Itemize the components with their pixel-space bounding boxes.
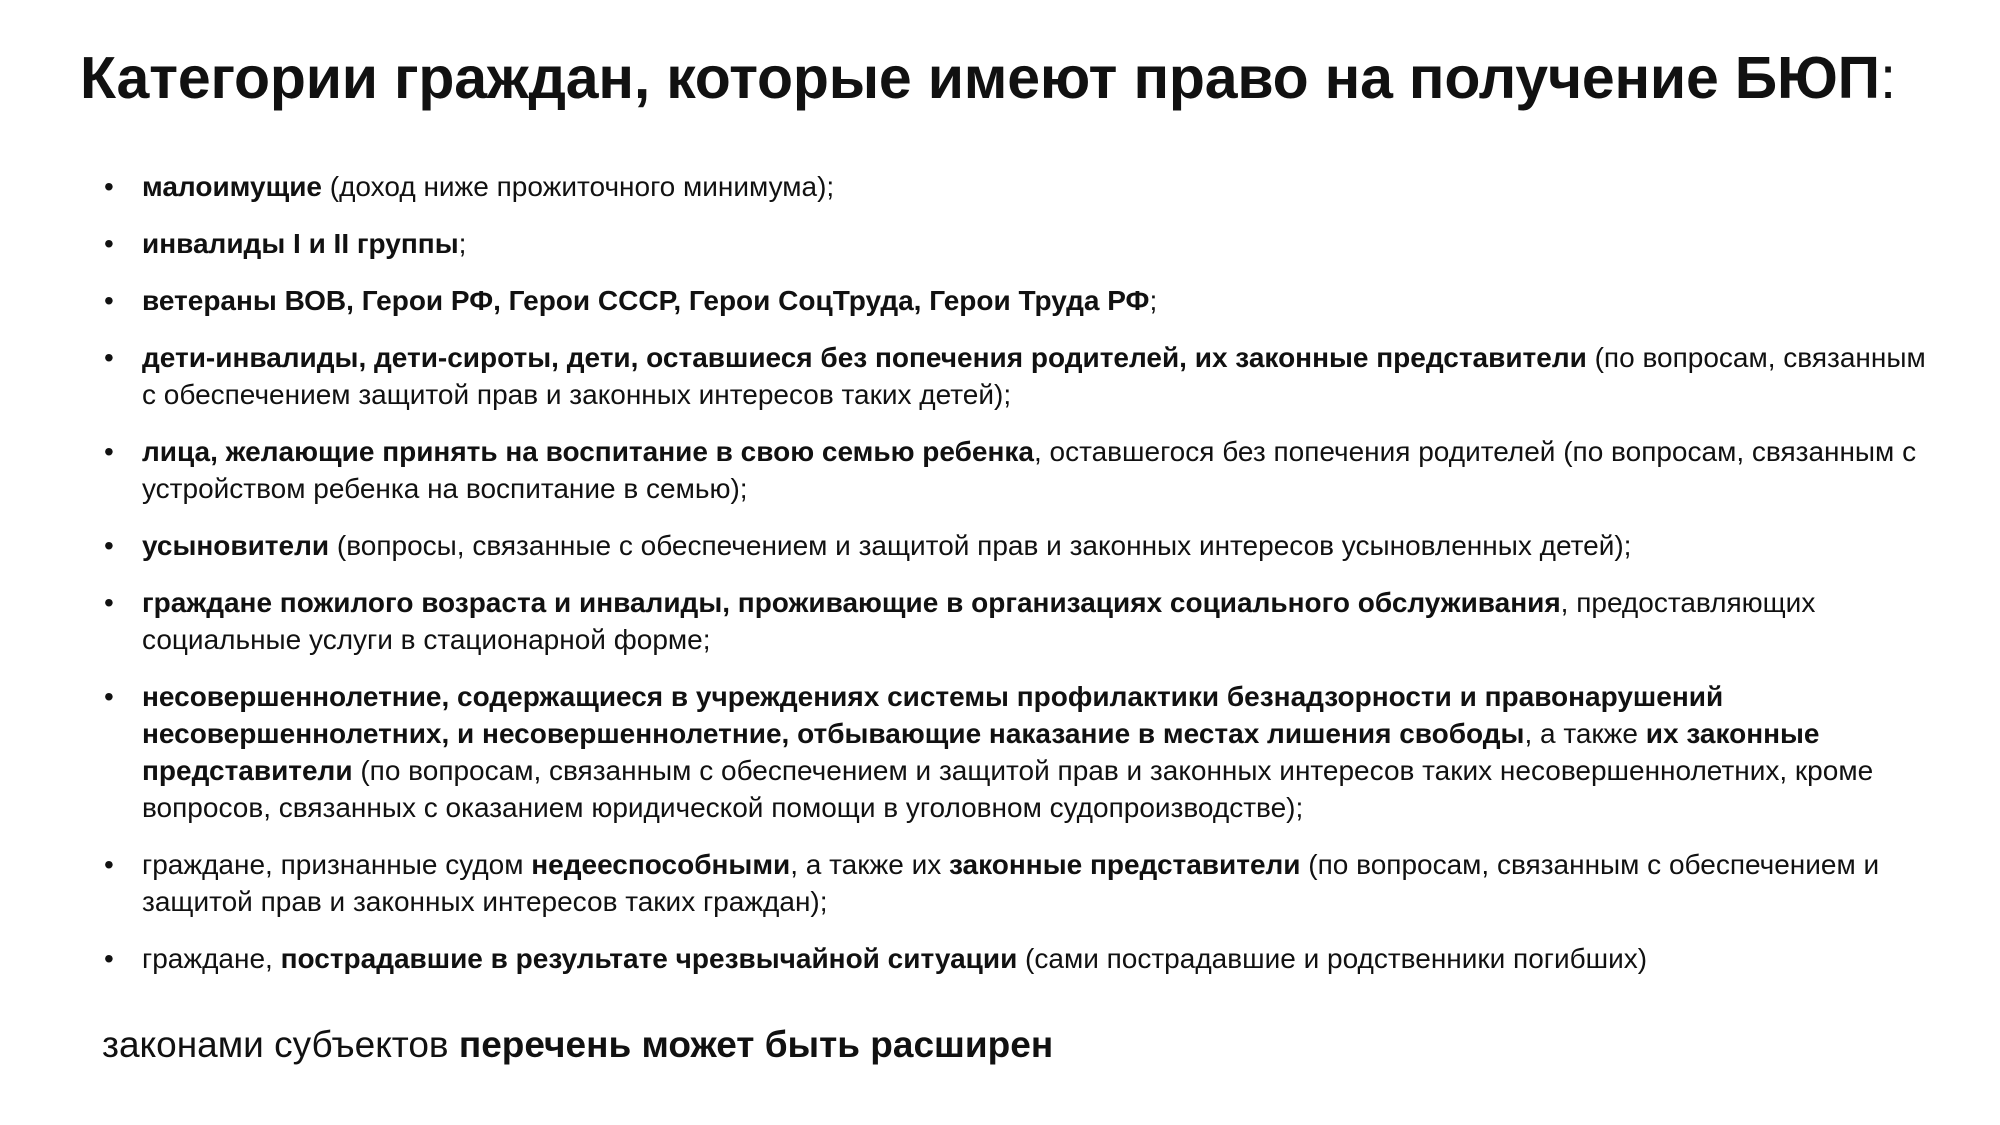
categories-list: [100, 168, 1940, 997]
list-item-bold-text: законные представители: [949, 849, 1301, 880]
list-item: [100, 584, 1940, 658]
list-item-text: (вопросы, связанные с обеспечением и защитой прав и законных интересов усыновленных детей);: [329, 530, 1632, 561]
bullet-icon: •: [104, 587, 114, 618]
list-item-text: (по вопросам, связанным с обеспечением и защитой прав и законных интересов таких граждан);: [142, 849, 1880, 917]
bullet-icon: •: [104, 342, 114, 373]
footer-prefix: законами субъектов: [102, 1024, 459, 1065]
footer-note: [102, 1020, 1902, 1070]
list-item-bold-text: пострадавшие в результате чрезвычайной ситуации: [280, 943, 1018, 974]
slide-title: [80, 38, 1940, 118]
list-item: [100, 433, 1940, 507]
list-item-text: (по вопросам, связанным с обеспечением защитой прав и законных интересов таких детей);: [142, 342, 1926, 410]
list-item: [100, 339, 1940, 413]
bullet-icon: •: [104, 681, 114, 712]
list-item: [100, 168, 1940, 205]
list-item-bold-text: инвалиды I и II группы: [142, 228, 459, 259]
list-item-bold-text: дети-инвалиды, дети-сироты, дети, оставшиеся без попечения родителей, их законные представители: [142, 342, 1587, 373]
bullet-icon: •: [104, 171, 114, 202]
bullet-icon: •: [104, 943, 114, 974]
list-item-text: , а также их: [790, 849, 949, 880]
bullet-icon: •: [104, 849, 114, 880]
list-item-bold-text: малоимущие: [142, 171, 322, 202]
list-item-text: , предоставляющих социальные услуги в стационарной форме;: [142, 587, 1816, 655]
list-item: [100, 846, 1940, 920]
list-item-text: (сами пострадавшие и родственники погибших): [1017, 943, 1648, 974]
list-item-bold-text: недееспособными: [531, 849, 791, 880]
slide-title-colon: :: [1879, 45, 1897, 111]
list-item-text: , оставшегося без попечения родителей (по вопросам, связанным с устройством ребенка на воспитание в семью);: [142, 436, 1917, 504]
slide-title-text: Категории граждан, которые имеют право на получение БЮП: [80, 45, 1880, 111]
list-item-bold-text: ветераны ВОВ, Герои РФ, Герои СССР, Герои СоцТруда, Герои Труда РФ: [142, 285, 1150, 316]
list-item-bold-text: их законные представители: [142, 718, 1820, 786]
footer-bold: перечень может быть расширен: [458, 1024, 1054, 1065]
bullet-icon: •: [104, 530, 114, 561]
list-item-text: граждане, признанные судом: [142, 849, 532, 880]
list-item: [100, 678, 1940, 826]
list-item-bold-text: усыновители: [142, 530, 330, 561]
list-item-text: (доход ниже прожиточного минимума);: [321, 171, 835, 202]
list-item-text: ;: [458, 228, 467, 259]
list-item-bold-text: граждане пожилого возраста и инвалиды, проживающие в организациях социального обслуживания: [142, 587, 1561, 618]
bullet-icon: •: [104, 228, 114, 259]
list-item: [100, 282, 1940, 319]
list-item-bold-text: лица, желающие принять на воспитание в свою семью ребенка: [142, 436, 1034, 467]
list-item: [100, 527, 1940, 564]
bullet-icon: •: [104, 285, 114, 316]
list-item-text: , а также: [1524, 718, 1646, 749]
list-item-text: граждане,: [142, 943, 281, 974]
list-item-bold-text: несовершеннолетние, содержащиеся в учреждениях системы профилактики безнадзорности и правонарушений несовершеннолетних, и несовершеннолетние, отбывающие наказание в местах лишения свободы: [142, 681, 1724, 749]
list-item-text: (по вопросам, связанным с обеспечением и защитой прав и законных интересов таких несовершеннолетних, кроме вопросов, связанных с оказанием юридической помощи в уголовном судопроизводстве);: [142, 755, 1874, 823]
list-item: [100, 225, 1940, 262]
list-item: [100, 940, 1940, 977]
bullet-icon: •: [104, 436, 114, 467]
list-item-text: ;: [1149, 285, 1158, 316]
